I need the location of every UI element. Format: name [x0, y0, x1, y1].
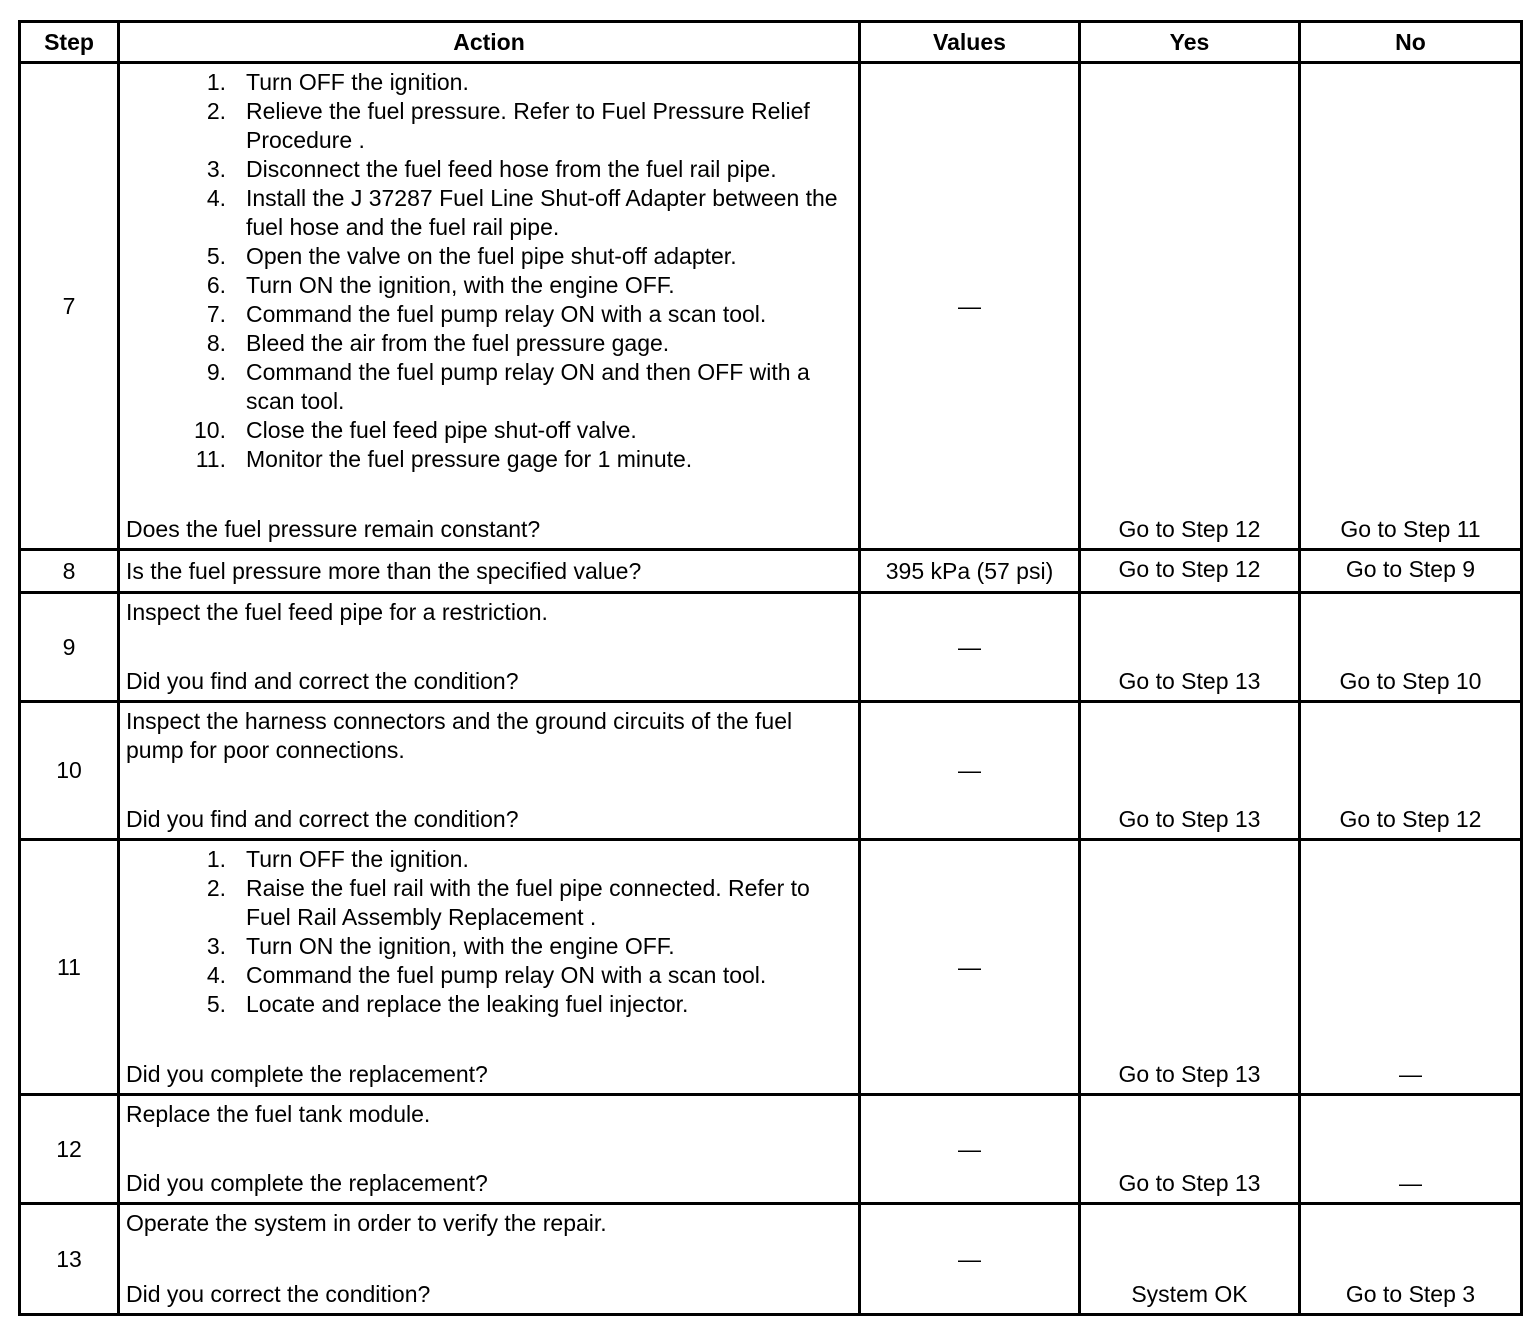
action-question: Did you find and correct the condition? [126, 668, 519, 694]
header-row [20, 22, 1522, 63]
no-cell: — [1300, 840, 1522, 1095]
action-question: Did you correct the condition? [126, 1281, 431, 1307]
action-cell [119, 550, 860, 593]
table-row [20, 593, 1522, 702]
list-item-number: 10. [194, 417, 226, 443]
yes-cell: Go to Step 12 [1080, 63, 1300, 550]
list-item-text: Command the fuel pump relay ON and then OFF with a scan tool. [246, 359, 810, 414]
step-number: 9 [20, 593, 119, 702]
no-cell: Go to Step 12 [1300, 702, 1522, 840]
procedure-list [126, 68, 852, 474]
action-text: Inspect the fuel feed pipe for a restriction. [126, 599, 548, 625]
values-cell: — [860, 840, 1080, 1095]
list-item [126, 271, 852, 300]
action-cell [119, 63, 860, 550]
list-item-text: Bleed the air from the fuel pressure gage. [246, 330, 670, 356]
list-item [126, 329, 852, 358]
list-item-number: 8. [206, 330, 226, 356]
step-number: 11 [20, 840, 119, 1095]
action-question: Did you complete the replacement? [126, 1170, 488, 1196]
no-cell: Go to Step 9 [1300, 550, 1522, 593]
list-item-number: 3. [206, 156, 226, 182]
list-item-number: 6. [206, 272, 226, 298]
values-cell: — [860, 702, 1080, 840]
list-item [126, 300, 852, 329]
list-item [126, 961, 852, 990]
table-row [20, 550, 1522, 593]
action-text: Inspect the harness connectors and the ground circuits of the fuel pump for poor connections. [126, 708, 793, 763]
list-item-text: Command the fuel pump relay ON with a scan tool. [246, 962, 767, 988]
list-item-number: 3. [206, 933, 226, 959]
action-cell [119, 1204, 860, 1315]
list-item [126, 990, 852, 1019]
list-item-number: 4. [206, 962, 226, 988]
action-cell [119, 593, 860, 702]
table-row [20, 702, 1522, 840]
list-item-text: Raise the fuel rail with the fuel pipe connected. Refer to Fuel Rail Assembly Replacement . [246, 875, 810, 930]
procedure-list [126, 845, 852, 1019]
header-values: Values [860, 22, 1080, 63]
list-item [126, 874, 852, 932]
action-cell [119, 702, 860, 840]
list-item-number: 4. [206, 185, 226, 211]
list-item-text: Locate and replace the leaking fuel injector. [246, 991, 689, 1017]
list-item-number: 9. [206, 359, 226, 385]
action-text: Operate the system in order to verify the repair. [126, 1210, 607, 1236]
yes-cell: Go to Step 13 [1080, 702, 1300, 840]
list-item-number: 5. [206, 991, 226, 1017]
list-item [126, 445, 852, 474]
list-item-text: Close the fuel feed pipe shut-off valve. [246, 417, 637, 443]
action-question: Did you find and correct the condition? [126, 806, 519, 832]
action-question: Does the fuel pressure remain constant? [126, 516, 541, 542]
list-item [126, 68, 852, 97]
header-step: Step [20, 22, 119, 63]
list-item [126, 97, 852, 155]
list-item-text: Disconnect the fuel feed hose from the fuel rail pipe. [246, 156, 777, 182]
list-item-number: 11. [195, 446, 226, 472]
header-yes: Yes [1080, 22, 1300, 63]
list-item-text: Turn OFF the ignition. [246, 69, 469, 95]
list-item [126, 184, 852, 242]
list-item-number: 5. [206, 243, 226, 269]
action-text: Replace the fuel tank module. [126, 1101, 431, 1127]
table-row [20, 840, 1522, 1095]
action-question: Did you complete the replacement? [126, 1061, 488, 1087]
yes-cell: Go to Step 13 [1080, 840, 1300, 1095]
list-item [126, 358, 852, 416]
list-item [126, 242, 852, 271]
list-item-text: Turn ON the ignition, with the engine OFF. [246, 272, 675, 298]
step-number: 10 [20, 702, 119, 840]
values-cell: — [860, 593, 1080, 702]
header-no: No [1300, 22, 1522, 63]
step-number: 7 [20, 63, 119, 550]
list-item-text: Command the fuel pump relay ON with a scan tool. [246, 301, 767, 327]
list-item-text: Install the J 37287 Fuel Line Shut-off Adapter between the fuel hose and the fuel rail pipe. [246, 185, 838, 240]
yes-cell: System OK [1080, 1204, 1300, 1315]
yes-cell: Go to Step 13 [1080, 1095, 1300, 1204]
no-cell: Go to Step 10 [1300, 593, 1522, 702]
step-number: 8 [20, 550, 119, 593]
table-row [20, 1204, 1522, 1315]
diagnostic-table [18, 20, 1523, 1316]
yes-cell: Go to Step 12 [1080, 550, 1300, 593]
list-item-text: Turn OFF the ignition. [246, 846, 469, 872]
list-item-text: Relieve the fuel pressure. Refer to Fuel Pressure Relief Procedure . [246, 98, 810, 153]
list-item-number: 7. [206, 301, 226, 327]
no-cell: — [1300, 1095, 1522, 1204]
no-cell: Go to Step 3 [1300, 1204, 1522, 1315]
list-item [126, 155, 852, 184]
table-row [20, 63, 1522, 550]
step-number: 13 [20, 1204, 119, 1315]
no-cell: Go to Step 11 [1300, 63, 1522, 550]
table-row [20, 1095, 1522, 1204]
yes-cell: Go to Step 13 [1080, 593, 1300, 702]
list-item-number: 2. [206, 875, 226, 901]
action-cell [119, 1095, 860, 1204]
step-number: 12 [20, 1095, 119, 1204]
values-cell: — [860, 1095, 1080, 1204]
header-action: Action [119, 22, 860, 63]
list-item [126, 932, 852, 961]
action-cell [119, 840, 860, 1095]
values-cell: — [860, 63, 1080, 550]
list-item-text: Monitor the fuel pressure gage for 1 minute. [246, 446, 693, 472]
list-item-number: 1. [206, 69, 226, 95]
list-item-text: Turn ON the ignition, with the engine OFF. [246, 933, 675, 959]
list-item-number: 2. [206, 98, 226, 124]
list-item-text: Open the valve on the fuel pipe shut-off adapter. [246, 243, 737, 269]
list-item [126, 416, 852, 445]
list-item [126, 845, 852, 874]
list-item-number: 1. [206, 846, 226, 872]
values-cell: — [860, 1204, 1080, 1315]
values-cell: 395 kPa (57 psi) [860, 550, 1080, 593]
action-text: Is the fuel pressure more than the specified value? [126, 557, 642, 584]
